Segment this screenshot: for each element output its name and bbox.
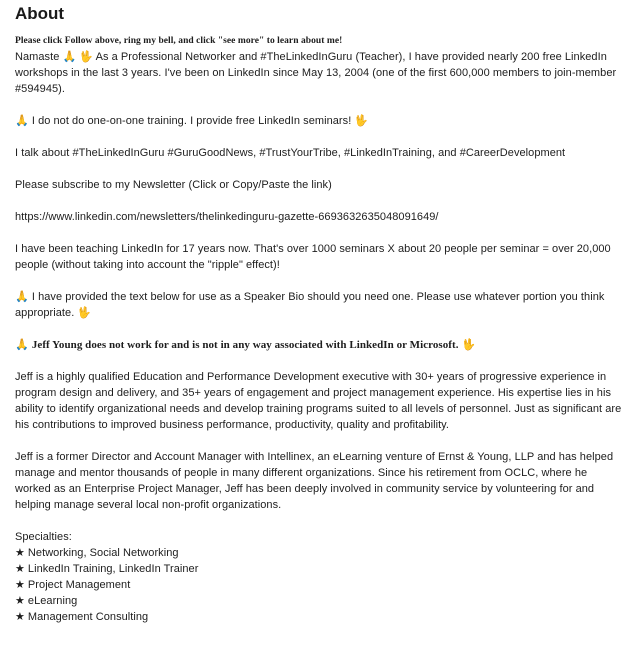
call-to-action: Please click Follow above, ring my bell, and click "see more" to learn about me! [15, 36, 343, 46]
list-item: ★ Networking, Social Networking [15, 546, 179, 559]
namaste-word: Namaste [15, 51, 60, 63]
bio-paragraph-2: Jeff is a former Director and Account Manager with Intellinex, an eLearning venture of Ernst & Young, LLP and has helped manage and mentor thousands of people in many different organizations. Since his retirement from OCLC, where he worked as an Enterprise Project Manager, Jeff has been deeply involved in community service by volunteering for and helping manage several local non-profit organizations. [15, 451, 614, 511]
list-item: ★ eLearning [15, 594, 78, 607]
pray-emoji-icon: 🙏 [62, 50, 77, 63]
intro-paragraph [15, 49, 623, 97]
pray-emoji-icon: 🙏 [15, 338, 29, 351]
vulcan-hand-emoji-icon: 🖖 [461, 338, 476, 351]
training-note-text: I do not do one-on-one training. I provide free LinkedIn seminars! [31, 115, 352, 127]
section-title: About [15, 4, 65, 23]
about-body [15, 33, 623, 625]
speaker-bio-note-text: I have provided the text below for use as a Speaker Bio should you need one. Please use whatever portion you think appropriate. [15, 291, 605, 319]
newsletter-url: https://www.linkedin.com/newsletters/thelinkedinguru-gazette-6693632635048091649/ [15, 211, 439, 223]
pray-emoji-icon: 🙏 [15, 290, 29, 303]
star-icon: ★ [15, 610, 25, 623]
teaching-history: I have been teaching LinkedIn for 17 years now. That's over 1000 seminars X about 20 people per seminar = over 20,000 people (without taking into account the "ripple" effect)! [15, 243, 611, 271]
vulcan-hand-emoji-icon: 🖖 [354, 114, 369, 127]
disclaimer [15, 337, 623, 353]
list-item: ★ Management Consulting [15, 610, 149, 623]
hashtags-paragraph: I talk about #TheLinkedInGuru #GuruGoodNews, #TrustYourTribe, #LinkedInTraining, and #CareerDevelopment [15, 147, 566, 159]
list-item: ★ Project Management [15, 578, 131, 591]
intro-text: As a Professional Networker and #TheLinkedInGuru (Teacher), I have provided nearly 200 free LinkedIn workshops in the last 3 years. I've been on LinkedIn since May 13, 2004 (one of the first 600,000 members to join-member #594945). [15, 51, 617, 95]
star-icon: ★ [15, 546, 25, 559]
bio-paragraph-1: Jeff is a highly qualified Education and Performance Development executive with 30+ years of progressive experience in program design and delivery, and 35+ years of engagement and project management experience. His expertise lies in his ability to identify organizational needs and develop training programs suited to all levels of personnel. Just as significant are his contributions to improved business performance, productivity, quality and profitability. [15, 371, 622, 431]
intro-block [15, 33, 623, 97]
star-icon: ★ [15, 578, 25, 591]
specialties-label: Specialties: [15, 531, 72, 543]
specialties-list [15, 545, 623, 625]
star-icon: ★ [15, 562, 25, 575]
vulcan-hand-emoji-icon: 🖖 [79, 50, 94, 63]
star-icon: ★ [15, 594, 25, 607]
list-item: ★ LinkedIn Training, LinkedIn Trainer [15, 562, 199, 575]
disclaimer-text: Jeff Young does not work for and is not in any way associated with LinkedIn or Microsoft. [31, 339, 459, 351]
training-note [15, 113, 623, 129]
pray-emoji-icon: 🙏 [15, 114, 29, 127]
speaker-bio-note [15, 289, 623, 321]
newsletter-prompt: Please subscribe to my Newsletter (Click or Copy/Paste the link) [15, 179, 332, 191]
vulcan-hand-emoji-icon: 🖖 [77, 306, 92, 319]
